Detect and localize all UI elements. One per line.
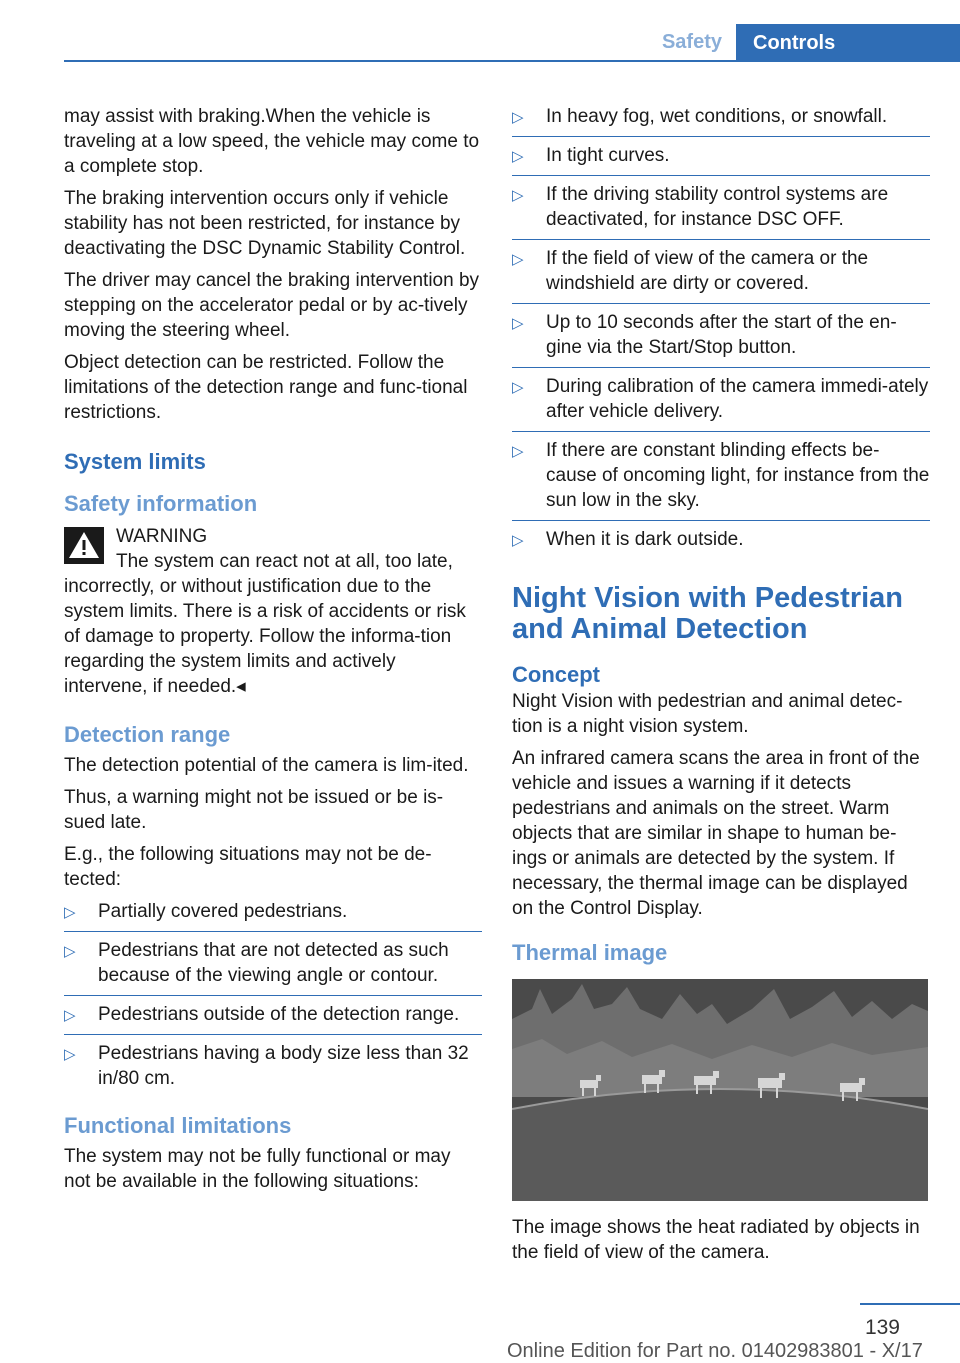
paragraph: E.g., the following situations may not be de‐tected: [64,844,432,890]
list-item-text: In heavy fog, wet conditions, or snowfall. [546,106,888,127]
list-item-text: Up to 10 seconds after the start of the en‐gine via the Start/Stop button. [546,312,897,358]
list-item [64,1002,482,1035]
list-item [512,182,930,240]
triangle-bullet-icon: ▷ [512,148,524,165]
footer-rule [860,1303,960,1305]
paragraph: An infrared camera scans the area in front of the vehicle and issues a warning if it detects pedestrians and animals on the street. Warm objects that are similar in shape to human be‐ings or animals are detected by the system. If necessary, the thermal image can be displayed on the Control Display. [512,748,920,919]
triangle-bullet-icon: ▷ [512,251,524,268]
list-item [512,143,930,176]
list-item-text: If the driving stability control systems are deactivated, for instance DSC OFF. [546,184,889,230]
heading-thermal-image: Thermal image [512,940,668,965]
list-item [512,438,930,521]
right-column [512,104,930,1272]
paragraph: may assist with braking.When the vehicle is traveling at a low speed, the vehicle may come to a complete stop. [64,106,480,177]
list-item [64,938,482,996]
heading-safety-information: Safety information [64,491,258,516]
warning-box [64,524,482,699]
list-item-text: If the field of view of the camera or the windshield are dirty or covered. [546,248,869,294]
list-item [512,310,930,368]
triangle-bullet-icon: ▷ [512,532,524,549]
paragraph: The driver may cancel the braking intervention by stepping on the accelerator pedal or by ac‐tively moving the steering wheel. [64,270,480,341]
heading-night-vision: Night Vision with Pedestrian and Animal Detection [512,582,904,645]
list-item-text: Pedestrians that are not detected as such because of the viewing angle or contour. [98,940,449,986]
list-item-text: Partially covered pedestrians. [98,901,348,922]
triangle-bullet-icon: ▷ [512,379,524,396]
paragraph: Night Vision with pedestrian and animal detec‐tion is a night vision system. [512,691,903,737]
warning-title: WARNING [116,526,208,547]
header-rule [64,60,960,62]
paragraph: The braking intervention occurs only if vehicle stability has not been restricted, for instance by deactivating the DSC Dynamic Stability Control. [64,188,466,259]
triangle-bullet-icon: ▷ [512,315,524,332]
heading-system-limits: System limits [64,449,206,474]
list-item-text: In tight curves. [546,145,670,166]
warning-icon [64,527,104,564]
heading-concept: Concept [512,662,600,687]
page-number: 139 [864,1316,900,1339]
warning-text-line1: The system can react not at all, too late, [116,551,453,572]
tab-controls: Controls [736,24,960,62]
triangle-bullet-icon: ▷ [64,1046,76,1063]
triangle-bullet-icon: ▷ [64,904,76,921]
triangle-bullet-icon: ▷ [64,943,76,960]
edition-note: Online Edition for Part no. 01402983801 - X/17 [507,1340,923,1362]
list-item-text: Pedestrians having a body size less than 32 in/80 cm. [98,1043,469,1089]
limitations-list [512,104,930,559]
paragraph: The system may not be fully functional or may not be available in the following situations: [64,1146,451,1192]
list-item [64,1041,482,1098]
heading-functional-limitations: Functional limitations [64,1113,292,1138]
warning-text: incorrectly, or without justification due to the system limits. There is a risk of accidents or risk of damage to property. Follow the informa‐tion regarding the system limits and actively intervene, if needed.◂ [64,576,466,697]
paragraph: The image shows the heat radiated by objects in the field of view of the camera. [512,1217,920,1263]
situations-list [64,899,482,1098]
list-item [512,527,930,559]
triangle-bullet-icon: ▷ [512,443,524,460]
paragraph: The detection potential of the camera is lim‐ited. [64,755,469,776]
tab-safety: Safety [661,31,722,53]
triangle-bullet-icon: ▷ [512,187,524,204]
list-item-text: If there are constant blinding effects be‐cause of oncoming light, for instance from the sun low in the sky. [546,440,930,511]
heading-detection-range: Detection range [64,722,231,747]
thermal-image [512,979,928,1201]
left-column [64,104,482,1201]
list-item [512,374,930,432]
list-item-text: When it is dark outside. [546,529,744,550]
triangle-bullet-icon: ▷ [64,1007,76,1024]
list-item [512,246,930,304]
paragraph: Thus, a warning might not be issued or be is‐sued late. [64,787,444,833]
list-item-text: Pedestrians outside of the detection range. [98,1004,460,1025]
list-item [512,104,930,137]
list-item-text: During calibration of the camera immedi‐ately after vehicle delivery. [546,376,929,422]
list-item [64,899,482,932]
paragraph: Object detection can be restricted. Follow the limitations of the detection range and func‐tional restrictions. [64,352,468,423]
triangle-bullet-icon: ▷ [512,109,524,126]
